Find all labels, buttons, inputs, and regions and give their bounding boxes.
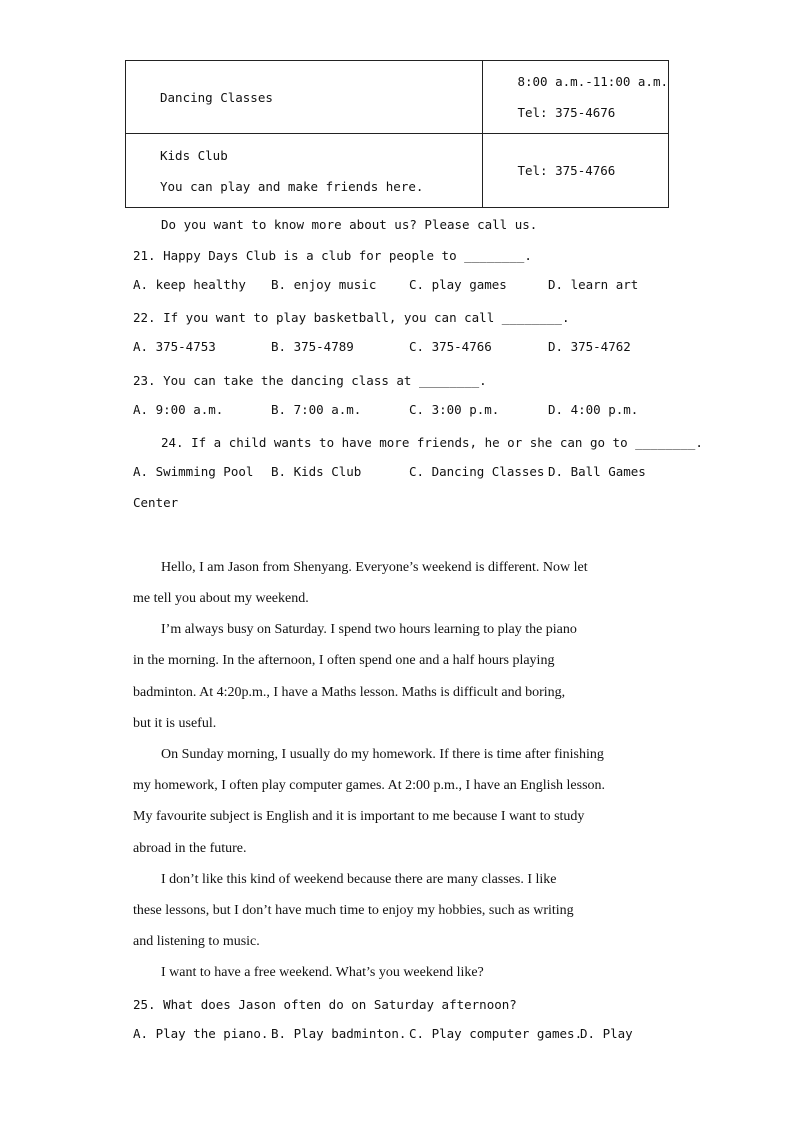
passage-line: but it is useful. bbox=[133, 716, 217, 731]
passage-line: badminton. At 4:20p.m., I have a Maths lesson. Maths is difficult and boring, bbox=[133, 685, 566, 700]
passage-line: Hello, I am Jason from Shenyang. Everyone’s weekend is different. Now let bbox=[161, 560, 588, 575]
option-24-d: D. Ball Games bbox=[548, 464, 646, 479]
table-row bbox=[126, 61, 669, 134]
question-stem-24: 24. If a child wants to have more friends, he or she can go to ________. bbox=[161, 435, 703, 450]
option-24-c: C. Dancing Classes bbox=[409, 464, 545, 479]
table-cell-activity bbox=[126, 134, 483, 208]
option-24-b: B. Kids Club bbox=[271, 464, 362, 479]
cell-text: You can play and make friends here. bbox=[160, 178, 424, 194]
table-row bbox=[126, 134, 669, 208]
passage-line: My favourite subject is English and it is important to me because I want to study bbox=[133, 809, 585, 824]
table-cell-details bbox=[483, 134, 669, 208]
option-22-a: A. 375-4753 bbox=[133, 339, 216, 354]
question-stem-22: 22. If you want to play basketball, you can call ________. bbox=[133, 310, 570, 325]
option-22-c: C. 375-4766 bbox=[409, 339, 492, 354]
passage-line: in the morning. In the afternoon, I often spend one and a half hours playing bbox=[133, 653, 555, 668]
option-23-d: D. 4:00 p.m. bbox=[548, 402, 639, 417]
cell-text: Tel: 375-4676 bbox=[517, 105, 616, 120]
cell-text: Tel: 375-4766 bbox=[517, 163, 616, 178]
table-cell-details bbox=[483, 61, 669, 134]
passage-line: these lessons, but I don’t have much time to enjoy my hobbies, such as writing bbox=[133, 903, 574, 918]
club-info-table bbox=[125, 60, 669, 208]
passage-line: my homework, I often play computer games. At 2:00 p.m., I have an English lesson. bbox=[133, 778, 606, 793]
option-25-a: A. Play the piano. bbox=[133, 1026, 269, 1041]
option-25-d: D. Play bbox=[580, 1026, 633, 1041]
option-24-a: A. Swimming Pool bbox=[133, 464, 254, 479]
cell-text: Dancing Classes bbox=[160, 89, 273, 105]
option-21-b: B. enjoy music bbox=[271, 277, 377, 292]
option-23-a: A. 9:00 a.m. bbox=[133, 402, 224, 417]
option-25-c: C. Play computer games. bbox=[409, 1026, 583, 1041]
option-24-d-wrap: Center bbox=[133, 495, 179, 510]
passage-line: and listening to music. bbox=[133, 934, 260, 949]
table-cell-activity bbox=[126, 61, 483, 134]
passage-line: I’m always busy on Saturday. I spend two hours learning to play the piano bbox=[161, 622, 577, 637]
option-25-b: B. Play badminton. bbox=[271, 1026, 407, 1041]
passage-line: I don’t like this kind of weekend because there are many classes. I like bbox=[161, 872, 557, 887]
option-22-b: B. 375-4789 bbox=[271, 339, 354, 354]
intro-line: Do you want to know more about us? Please call us. bbox=[161, 217, 538, 232]
option-21-d: D. learn art bbox=[548, 277, 639, 292]
passage-line: On Sunday morning, I usually do my homework. If there is time after finishing bbox=[161, 747, 604, 762]
passage-line: I want to have a free weekend. What’s you weekend like? bbox=[161, 965, 484, 980]
option-23-c: C. 3:00 p.m. bbox=[409, 402, 500, 417]
option-23-b: B. 7:00 a.m. bbox=[271, 402, 362, 417]
option-21-c: C. play games bbox=[409, 277, 507, 292]
question-stem-21: 21. Happy Days Club is a club for people to ________. bbox=[133, 248, 532, 263]
passage-line: abroad in the future. bbox=[133, 841, 247, 856]
option-22-d: D. 375-4762 bbox=[548, 339, 631, 354]
cell-text: 8:00 a.m.-11:00 a.m. bbox=[517, 74, 668, 89]
option-21-a: A. keep healthy bbox=[133, 277, 246, 292]
question-stem-25: 25. What does Jason often do on Saturday afternoon? bbox=[133, 997, 517, 1012]
passage-line: me tell you about my weekend. bbox=[133, 591, 309, 606]
question-stem-23: 23. You can take the dancing class at ________. bbox=[133, 373, 487, 388]
cell-text: Kids Club bbox=[160, 147, 228, 163]
